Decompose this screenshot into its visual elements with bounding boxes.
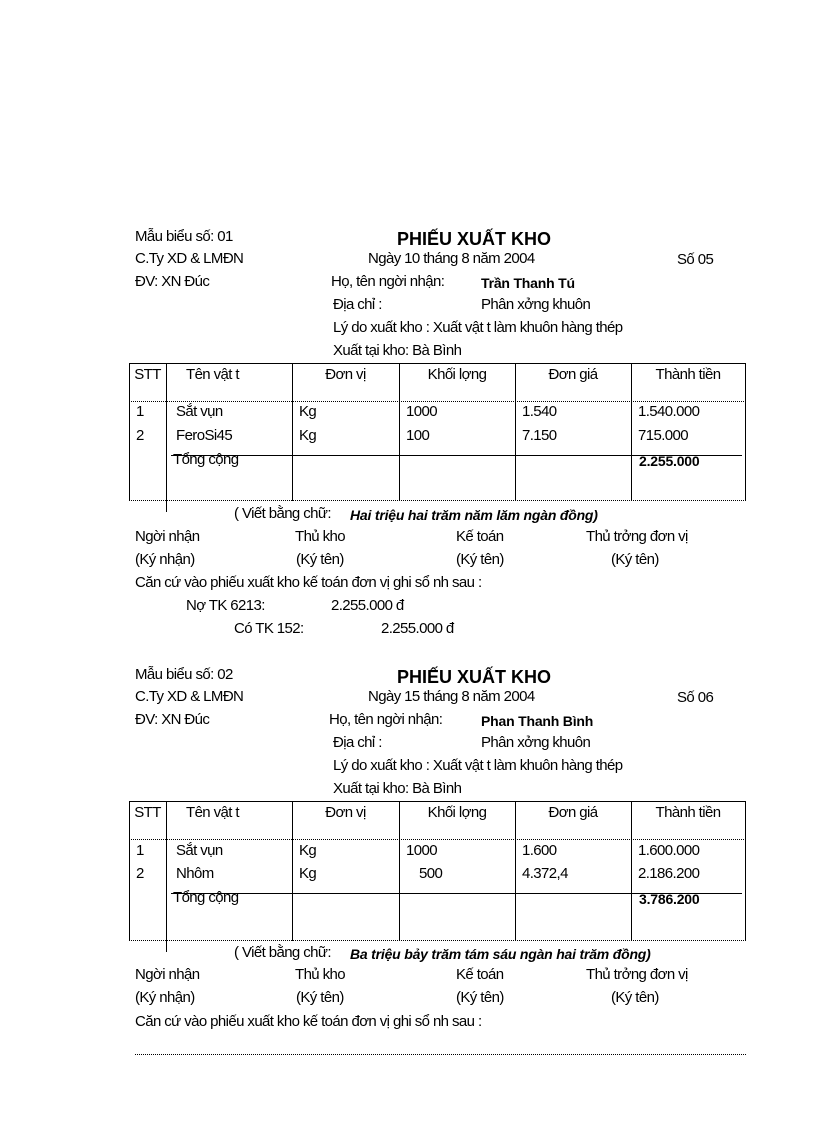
row-stt: 2 [136, 427, 144, 444]
amount-in-words: Hai triệu hai trăm năm lăm ngàn đồng) [350, 507, 598, 523]
row-stt: 1 [136, 403, 144, 420]
signature-receiver: Ngời nhận [135, 966, 200, 983]
row-quantity: 1000 [406, 842, 437, 859]
row-amount: 2.186.200 [638, 865, 700, 882]
sign-note-accountant: (Ký tên) [456, 989, 504, 1006]
row-unit: Kg [299, 865, 317, 882]
sign-note-accountant: (Ký tên) [456, 551, 504, 568]
header-item-name: Tên vật t [186, 804, 239, 821]
warehouse: Xuất tại kho: Bà Bình [333, 342, 462, 359]
credit-label: Có TK 152: [234, 620, 304, 637]
amount-in-words-label: ( Viết bằng chữ: [234, 505, 331, 522]
company-name: C.Ty XD & LMĐN [135, 250, 244, 267]
row-amount: 1.540.000 [638, 403, 700, 420]
row-quantity: 1000 [406, 403, 437, 420]
form-title: PHIẾU XUẤT KHO [397, 667, 552, 687]
header-quantity: Khối lợng [427, 366, 487, 383]
row-stt: 1 [136, 842, 144, 859]
form-number: Mẫu biểu số: 02 [135, 666, 233, 683]
debit-value: 2.255.000 đ [331, 597, 404, 614]
header-unit-price: Đơn giá [548, 804, 598, 821]
signature-receiver: Ngời nhận [135, 528, 200, 545]
total-label: Tổng cộng [173, 889, 239, 906]
header-stt: STT [134, 366, 161, 383]
signature-storekeeper: Thủ kho [295, 528, 345, 545]
header-item-name: Tên vật t [186, 366, 239, 383]
amount-in-words: Ba triệu bảy trăm tám sáu ngàn hai trăm đồng) [350, 946, 651, 962]
voucher-number: Số 06 [677, 689, 714, 706]
sign-note-receiver: (Ký nhận) [135, 551, 195, 568]
row-quantity: 100 [406, 427, 430, 444]
accounting-basis: Căn cứ vào phiếu xuất kho kế toán đơn vị ghi sổ nh sau : [135, 1013, 482, 1030]
sign-note-storekeeper: (Ký tên) [296, 989, 344, 1006]
unit-name: ĐV: XN Đúc [135, 273, 210, 290]
header-stt: STT [134, 804, 161, 821]
total-label: Tổng cộng [173, 451, 239, 468]
row-name: FeroSi45 [176, 427, 233, 444]
header-unit-price: Đơn giá [548, 366, 598, 383]
sign-note-head: (Ký tên) [611, 989, 659, 1006]
receiver-name: Phan Thanh Bình [481, 713, 594, 729]
form-date: Ngày 10 tháng 8 năm 2004 [368, 250, 535, 267]
page-divider [135, 1054, 746, 1055]
sign-note-storekeeper: (Ký tên) [296, 551, 344, 568]
row-amount: 1.600.000 [638, 842, 700, 859]
row-name: Sắt vụn [176, 403, 223, 420]
header-unit: Đơn vị [325, 366, 366, 383]
address-label: Địa chỉ : [333, 296, 382, 313]
receiver-name: Trần Thanh Tú [481, 275, 575, 291]
form-number: Mẫu biểu số: 01 [135, 228, 233, 245]
total-value: 3.786.200 [639, 891, 700, 907]
voucher-number: Số 05 [677, 251, 714, 268]
address-value: Phân xởng khuôn [481, 296, 591, 313]
form-title: PHIẾU XUẤT KHO [397, 229, 552, 249]
credit-value: 2.255.000 đ [381, 620, 454, 637]
issue-reason: Lý do xuất kho : Xuất vật t làm khuôn hàng thép [333, 319, 623, 336]
sign-note-head: (Ký tên) [611, 551, 659, 568]
row-unit: Kg [299, 403, 317, 420]
signature-head: Thủ trởng đơn vị [586, 966, 688, 983]
company-name: C.Ty XD & LMĐN [135, 688, 244, 705]
warehouse: Xuất tại kho: Bà Bình [333, 780, 462, 797]
total-value: 2.255.000 [639, 453, 700, 469]
header-amount: Thành tiền [655, 804, 721, 821]
row-name: Nhôm [176, 865, 214, 882]
sign-note-receiver: (Ký nhận) [135, 989, 195, 1006]
unit-name: ĐV: XN Đúc [135, 711, 210, 728]
amount-in-words-label: ( Viết bằng chữ: [234, 944, 331, 961]
row-quantity: 500 [419, 865, 443, 882]
receiver-label: Họ, tên ngời nhận: [331, 273, 445, 290]
accounting-basis: Căn cứ vào phiếu xuất kho kế toán đơn vị ghi sổ nh sau : [135, 574, 482, 591]
signature-storekeeper: Thủ kho [295, 966, 345, 983]
address-value: Phân xởng khuôn [481, 734, 591, 751]
row-amount: 715.000 [638, 427, 689, 444]
signature-accountant: Kế toán [456, 966, 504, 983]
signature-accountant: Kế toán [456, 528, 504, 545]
row-unit-price: 1.600 [522, 842, 557, 859]
row-unit-price: 4.372,4 [522, 865, 568, 882]
row-unit: Kg [299, 842, 317, 859]
row-unit-price: 1.540 [522, 403, 557, 420]
row-name: Sắt vụn [176, 842, 223, 859]
header-unit: Đơn vị [325, 804, 366, 821]
signature-head: Thủ trởng đơn vị [586, 528, 688, 545]
address-label: Địa chỉ : [333, 734, 382, 751]
debit-label: Nợ TK 6213: [186, 597, 265, 614]
header-amount: Thành tiền [655, 366, 721, 383]
receiver-label: Họ, tên ngời nhận: [329, 711, 443, 728]
row-stt: 2 [136, 865, 144, 882]
row-unit-price: 7.150 [522, 427, 557, 444]
issue-reason: Lý do xuất kho : Xuất vật t làm khuôn hàng thép [333, 757, 623, 774]
row-unit: Kg [299, 427, 317, 444]
header-quantity: Khối lợng [427, 804, 487, 821]
form-date: Ngày 15 tháng 8 năm 2004 [368, 688, 535, 705]
